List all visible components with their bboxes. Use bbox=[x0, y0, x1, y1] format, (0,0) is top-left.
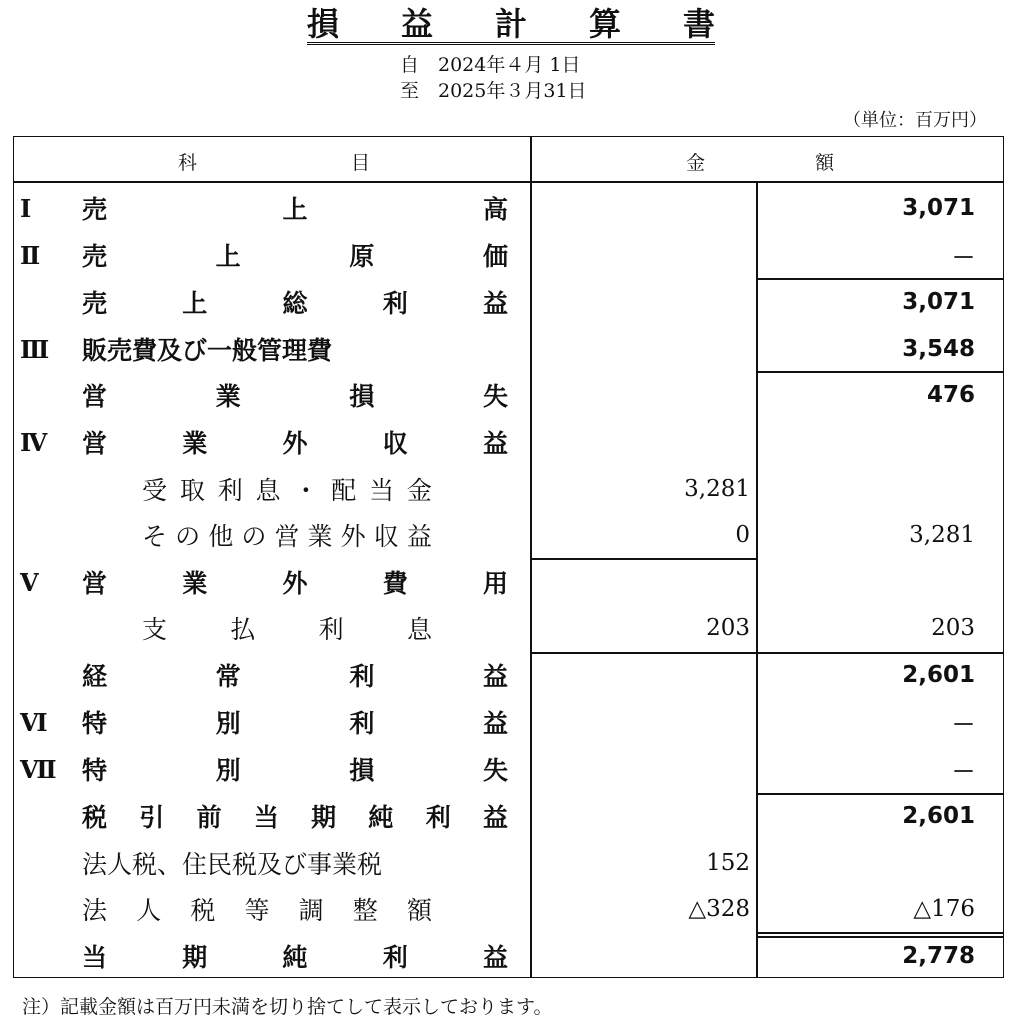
label-text: 払 bbox=[230, 615, 256, 644]
label-text: 当 bbox=[369, 476, 395, 505]
detail-amount bbox=[540, 185, 750, 231]
detail-amount: 203 bbox=[706, 615, 750, 641]
detail-amount: 152 bbox=[706, 850, 750, 876]
detail-amount: 0 bbox=[735, 522, 750, 548]
label-text: 原 bbox=[349, 242, 375, 271]
statement-row bbox=[0, 232, 1015, 278]
label-text: 利 bbox=[382, 289, 408, 318]
row-label bbox=[82, 372, 508, 418]
label-text: の bbox=[175, 522, 201, 551]
header-amount-char: 額 bbox=[814, 152, 834, 174]
row-label bbox=[82, 326, 508, 372]
row-label bbox=[142, 512, 432, 558]
detail-amount bbox=[540, 699, 750, 745]
row-label bbox=[82, 419, 508, 465]
label-text: 支 bbox=[142, 615, 168, 644]
header-subject bbox=[178, 148, 370, 175]
label-text: 損 bbox=[349, 382, 375, 411]
label-text: 他 bbox=[208, 522, 234, 551]
statement-row bbox=[0, 466, 1015, 512]
total-amount bbox=[770, 466, 975, 512]
label-text: 営 bbox=[82, 382, 108, 411]
label-text: 息 bbox=[406, 615, 432, 644]
total-amount: 3,071 bbox=[902, 289, 975, 315]
label-text: 益 bbox=[482, 289, 508, 318]
label-text: 業 bbox=[182, 429, 208, 458]
total-amount bbox=[770, 840, 975, 886]
label-text: 期 bbox=[311, 803, 337, 832]
roman-numeral: Ⅶ bbox=[20, 754, 57, 784]
label-text: 益 bbox=[406, 522, 432, 551]
label-text: 配 bbox=[331, 476, 357, 505]
detail-amount bbox=[540, 372, 750, 418]
label-text: 益 bbox=[482, 429, 508, 458]
label-text: 上 bbox=[182, 289, 208, 318]
detail-amount bbox=[540, 793, 750, 839]
row-label bbox=[82, 279, 508, 325]
label-text: 上 bbox=[282, 195, 308, 224]
label-text: そ bbox=[142, 522, 168, 551]
label-text: 損 bbox=[349, 756, 375, 785]
label-text: 特 bbox=[82, 709, 108, 738]
label-text: 利 bbox=[382, 943, 408, 972]
label-text: 収 bbox=[373, 522, 399, 551]
detail-amount bbox=[540, 326, 750, 372]
total-amount: 3,071 bbox=[902, 195, 975, 221]
label-text: 益 bbox=[482, 662, 508, 691]
label-text: 外 bbox=[282, 569, 308, 598]
detail-amount bbox=[540, 652, 750, 698]
label-text: 売 bbox=[82, 289, 108, 318]
statement-row bbox=[0, 512, 1015, 558]
label-text: 別 bbox=[215, 709, 241, 738]
row-label bbox=[82, 933, 508, 979]
header-amount bbox=[686, 148, 834, 175]
label-text: 失 bbox=[482, 756, 508, 785]
row-label bbox=[82, 840, 432, 886]
statement-row bbox=[0, 185, 1015, 231]
roman-numeral bbox=[20, 372, 68, 418]
label-text: 業 bbox=[215, 382, 241, 411]
label-text: の bbox=[241, 522, 267, 551]
label-text: 税 bbox=[82, 803, 108, 832]
statement-row bbox=[0, 559, 1015, 605]
detail-amount bbox=[540, 279, 750, 325]
label-text: 当 bbox=[82, 943, 108, 972]
row-label bbox=[82, 559, 508, 605]
roman-numeral bbox=[20, 652, 68, 698]
title-char: 益 bbox=[400, 5, 433, 43]
label-text: 利 bbox=[349, 662, 375, 691]
label-text: 当 bbox=[253, 803, 279, 832]
row-label bbox=[142, 605, 432, 651]
statement-row bbox=[0, 652, 1015, 698]
label-text: 業 bbox=[182, 569, 208, 598]
label-text: 特 bbox=[82, 756, 108, 785]
footnote: 注）記載金額は百万円未満を切り捨てして表示しております。 bbox=[22, 996, 553, 1018]
label-text: 別 bbox=[215, 756, 241, 785]
roman-numeral bbox=[20, 793, 68, 839]
total-amount: 2,601 bbox=[902, 803, 975, 829]
label-text: 調 bbox=[298, 896, 324, 925]
statement-row bbox=[0, 699, 1015, 745]
label-text: 外 bbox=[340, 522, 366, 551]
unit-label: （単位：百万円） bbox=[843, 110, 987, 131]
label-text: 高 bbox=[482, 195, 508, 224]
statement-row bbox=[0, 746, 1015, 792]
label-text: ・ bbox=[293, 476, 319, 505]
row-label bbox=[82, 746, 508, 792]
document-title bbox=[307, 2, 715, 45]
label-text: 法 bbox=[82, 896, 108, 925]
roman-numeral bbox=[20, 279, 68, 325]
title-char: 算 bbox=[588, 5, 621, 43]
label-text: 前 bbox=[196, 803, 222, 832]
title-char: 計 bbox=[494, 5, 527, 43]
label-text: 益 bbox=[482, 943, 508, 972]
detail-amount bbox=[540, 746, 750, 792]
period-from: 自 2024年４月 1日 bbox=[400, 54, 581, 76]
label-text: 用 bbox=[482, 569, 508, 598]
label-text: 業 bbox=[307, 522, 333, 551]
roman-numeral: Ⅵ bbox=[20, 707, 48, 737]
roman-numeral: Ⅴ bbox=[20, 567, 39, 597]
roman-numeral: Ⅱ bbox=[20, 240, 41, 270]
label-text: 法人税、住民税及び事業税 bbox=[82, 850, 383, 879]
roman-numeral bbox=[20, 466, 68, 512]
label-text: 受 bbox=[142, 476, 168, 505]
roman-numeral bbox=[20, 933, 68, 979]
label-text: 等 bbox=[244, 896, 270, 925]
row-label bbox=[82, 699, 508, 745]
label-text: 人 bbox=[136, 896, 162, 925]
title-char: 損 bbox=[307, 5, 340, 43]
row-label bbox=[82, 652, 508, 698]
total-amount: － bbox=[952, 758, 975, 785]
statement-row bbox=[0, 279, 1015, 325]
header-subject-char: 目 bbox=[350, 152, 370, 174]
label-text: 外 bbox=[282, 429, 308, 458]
statement-row bbox=[0, 793, 1015, 839]
label-text: 販売費及び一般管理費 bbox=[82, 336, 333, 365]
label-text: 常 bbox=[215, 662, 241, 691]
label-text: 失 bbox=[482, 382, 508, 411]
label-text: 売 bbox=[82, 242, 108, 271]
label-text: 益 bbox=[482, 803, 508, 832]
total-amount: 3,548 bbox=[902, 336, 975, 362]
detail-amount bbox=[540, 419, 750, 465]
statement-row bbox=[0, 419, 1015, 465]
roman-numeral bbox=[20, 886, 68, 932]
header-divider bbox=[13, 181, 1004, 183]
header-amount-char: 金 bbox=[686, 152, 706, 174]
label-text: 利 bbox=[425, 803, 451, 832]
total-amount: 203 bbox=[931, 615, 975, 641]
label-text: 利 bbox=[318, 615, 344, 644]
total-amount bbox=[770, 559, 975, 605]
label-text: 金 bbox=[406, 476, 432, 505]
statement-row bbox=[0, 605, 1015, 651]
label-text: 利 bbox=[349, 709, 375, 738]
detail-amount: 3,281 bbox=[684, 476, 750, 502]
label-text: 経 bbox=[82, 662, 108, 691]
label-text: 引 bbox=[139, 803, 165, 832]
row-label bbox=[142, 466, 432, 512]
label-text: 税 bbox=[190, 896, 216, 925]
total-amount bbox=[770, 419, 975, 465]
roman-numeral bbox=[20, 512, 68, 558]
row-label bbox=[82, 232, 508, 278]
statement-row bbox=[0, 840, 1015, 886]
header-subject-char: 科 bbox=[178, 152, 198, 174]
row-label bbox=[82, 886, 432, 932]
detail-amount: △328 bbox=[688, 896, 750, 922]
statement-row bbox=[0, 933, 1015, 979]
detail-amount bbox=[540, 232, 750, 278]
label-text: 期 bbox=[182, 943, 208, 972]
label-text: 総 bbox=[282, 289, 308, 318]
label-text: 純 bbox=[368, 803, 394, 832]
roman-numeral bbox=[20, 605, 68, 651]
detail-amount bbox=[540, 559, 750, 605]
label-text: 営 bbox=[82, 429, 108, 458]
label-text: 価 bbox=[482, 242, 508, 271]
row-label bbox=[82, 185, 508, 231]
statement-row bbox=[0, 326, 1015, 372]
label-text: 営 bbox=[274, 522, 300, 551]
label-text: 利 bbox=[217, 476, 243, 505]
period-to: 至 2025年３月31日 bbox=[400, 80, 587, 102]
roman-numeral bbox=[20, 840, 68, 886]
statement-row bbox=[0, 886, 1015, 932]
statement-row bbox=[0, 372, 1015, 418]
total-amount: － bbox=[952, 711, 975, 738]
label-text: 益 bbox=[482, 709, 508, 738]
label-text: 営 bbox=[82, 569, 108, 598]
row-label bbox=[82, 793, 508, 839]
roman-numeral: Ⅲ bbox=[20, 334, 50, 364]
total-amount: 2,601 bbox=[902, 662, 975, 688]
total-amount: 476 bbox=[926, 382, 975, 408]
total-amount: 2,778 bbox=[902, 943, 975, 969]
roman-numeral: Ⅰ bbox=[20, 193, 32, 223]
label-text: 取 bbox=[179, 476, 205, 505]
total-amount: － bbox=[952, 244, 975, 271]
label-text: 額 bbox=[406, 896, 432, 925]
label-text: 息 bbox=[255, 476, 281, 505]
title-char: 書 bbox=[682, 5, 715, 43]
label-text: 売 bbox=[82, 195, 108, 224]
label-text: 費 bbox=[382, 569, 408, 598]
total-amount: △176 bbox=[913, 896, 975, 922]
total-amount: 3,281 bbox=[909, 522, 975, 548]
detail-amount bbox=[540, 933, 750, 979]
label-text: 整 bbox=[352, 896, 378, 925]
label-text: 純 bbox=[282, 943, 308, 972]
label-text: 上 bbox=[215, 242, 241, 271]
label-text: 収 bbox=[382, 429, 408, 458]
roman-numeral: Ⅳ bbox=[20, 427, 48, 457]
